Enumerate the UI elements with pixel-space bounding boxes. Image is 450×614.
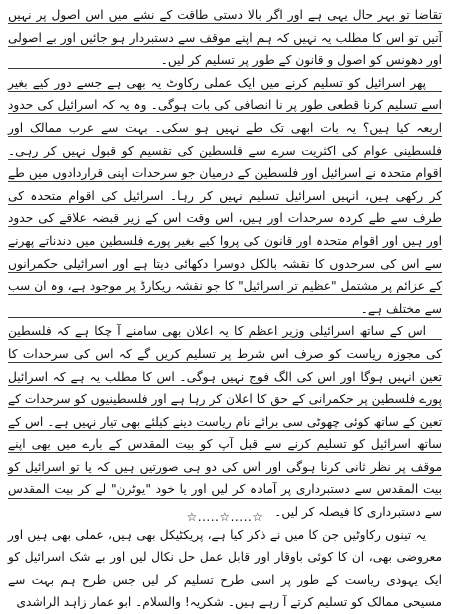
line-rule (8, 249, 442, 250)
line-rule (8, 226, 442, 227)
line-rule (8, 204, 442, 205)
line-rule (8, 294, 442, 295)
end-of-article-separator: ☆.....☆.....☆ (186, 510, 264, 524)
line-rule (8, 136, 442, 137)
article-paragraph: اس کے ساتھ اسرائیلی وزیر اعظم کا یہ اعلان بھی سامنے آ چکا ہے کہ فلسطین کی مجوزہ ریاست کو صرف اس شرط پر تسلیم کریں گے کہ اس کی سرحدات کا تعین انہیں ہوگا اور اس کی الگ فوج نہیں ہوگی۔ اس کا مطلب یہ ہے کہ اسرائیل پورے فلسطین پر حکمرانی کے حق کا اعلان کر رہا ہے اور فلسطینیوں کو سرحدات کے تعین کے ساتھ کوئی چھوٹی سی برائے نام ریاست دینے کیلئے بھی تیار نہیں ہے۔ اس کے ساتھ اسرائیل کو تسلیم کرنے سے قبل آپ کو بیت المقدس کے بارے میں بھی اپنے موقف پر نظر ثانی کرنا ہوگی اور اس کی دو ہی صورتیں ہیں کہ یا تو اسرائیل کو بیت المقدس سے دستبرداری پر آمادہ کر لیں اور یا خود "یوٹرن" لے کر بیت المقدس سے دستبرداری کا فیصلہ کر لیں۔ (8, 324, 442, 520)
line-rule (8, 430, 442, 431)
line-rule (8, 385, 442, 386)
line-rule (8, 23, 442, 24)
line-rule (8, 272, 442, 273)
article-paragraph: یہ تینوں رکاوٹیں جن کا میں نے ذکر کیا ہے، پریکٹیکل بھی ہیں، عملی بھی ہیں اور معروضی بھی، ان کا کوئی باوقار اور قابل عمل حل نکال لیں اور بے شک اسرائیل کو ایک یہودی ریاست کے طور پر اسی طرح تسلیم کر لیں جس طرح ہم بہت سے مسیحی ممالک کو تسلیم کرتے آ رہے ہیں۔ شکریہ! والسلام۔ ابو عمار زاہد الراشدی (8, 527, 442, 610)
line-rule (8, 498, 442, 499)
line-rule (8, 339, 442, 340)
line-rule (8, 181, 442, 182)
article-paragraph: تقاضا تو بہر حال یہی ہے اور اگر بالا دستی طاقت کے نشے میں اس اصول پر نہیں آتیں تو اس کا مطلب یہ نہیں کہ ہم اپنے موقف سے دستبردار ہو جائیں اور بے اصولی اور دھونس کو اصول و قانون کے طور پر تسلیم کر لیں۔ (8, 8, 442, 68)
article-paragraph: پھر اسرائیل کو تسلیم کرنے میں ایک عملی رکاوٹ یہ بھی ہے جسے دور کیے بغیر اسے تسلیم کرنا قطعی طور پر نا انصافی کی بات ہوگی۔ وہ یہ کہ اسرائیل کی حدود اربعہ کیا ہیں؟ یہ بات ابھی تک طے نہیں ہو سکی۔ بہت سے عرب ممالک اور فلسطینی عوام کی اکثریت سرے سے فلسطین کی تقسیم کو قبول نہیں کر رہی۔ اقوام متحدہ نے اسرائیل اور فلسطین کے درمیان جو سرحدات اپنی قراردادوں میں طے کر رکھی ہیں، انہیں اسرائیل تسلیم نہیں کر رہا۔ اسرائیل کی اقوام متحدہ کی طرف سے طے کردہ سرحدات اور ہیں، اس وقت اس کے زیر قبضہ علاقے کی حدود اور ہیں اور اقوام متحدہ اور قانون کی پروا کیے بغیر پورے فلسطین میں دندناتے پھرنے سے اس کی سرحدوں کا نقشہ بالکل دوسرا دکھائی دیتا ہے اور اسرائیلی حکمرانوں کے عزائم پر مشتمل "عظیم تر اسرائیل" کا جو نقشہ ریکارڈ پر موجود ہے، وہ ان سب سے مختلف ہے۔ (8, 75, 442, 316)
line-rule (8, 113, 442, 114)
line-rule (8, 475, 442, 476)
line-rule (8, 68, 442, 69)
line-rule (8, 91, 442, 92)
line-rule (8, 317, 442, 318)
line-rule (8, 362, 442, 363)
line-rule (8, 407, 442, 408)
line-rule (8, 159, 442, 160)
line-rule (8, 452, 442, 453)
line-rule (8, 46, 442, 47)
